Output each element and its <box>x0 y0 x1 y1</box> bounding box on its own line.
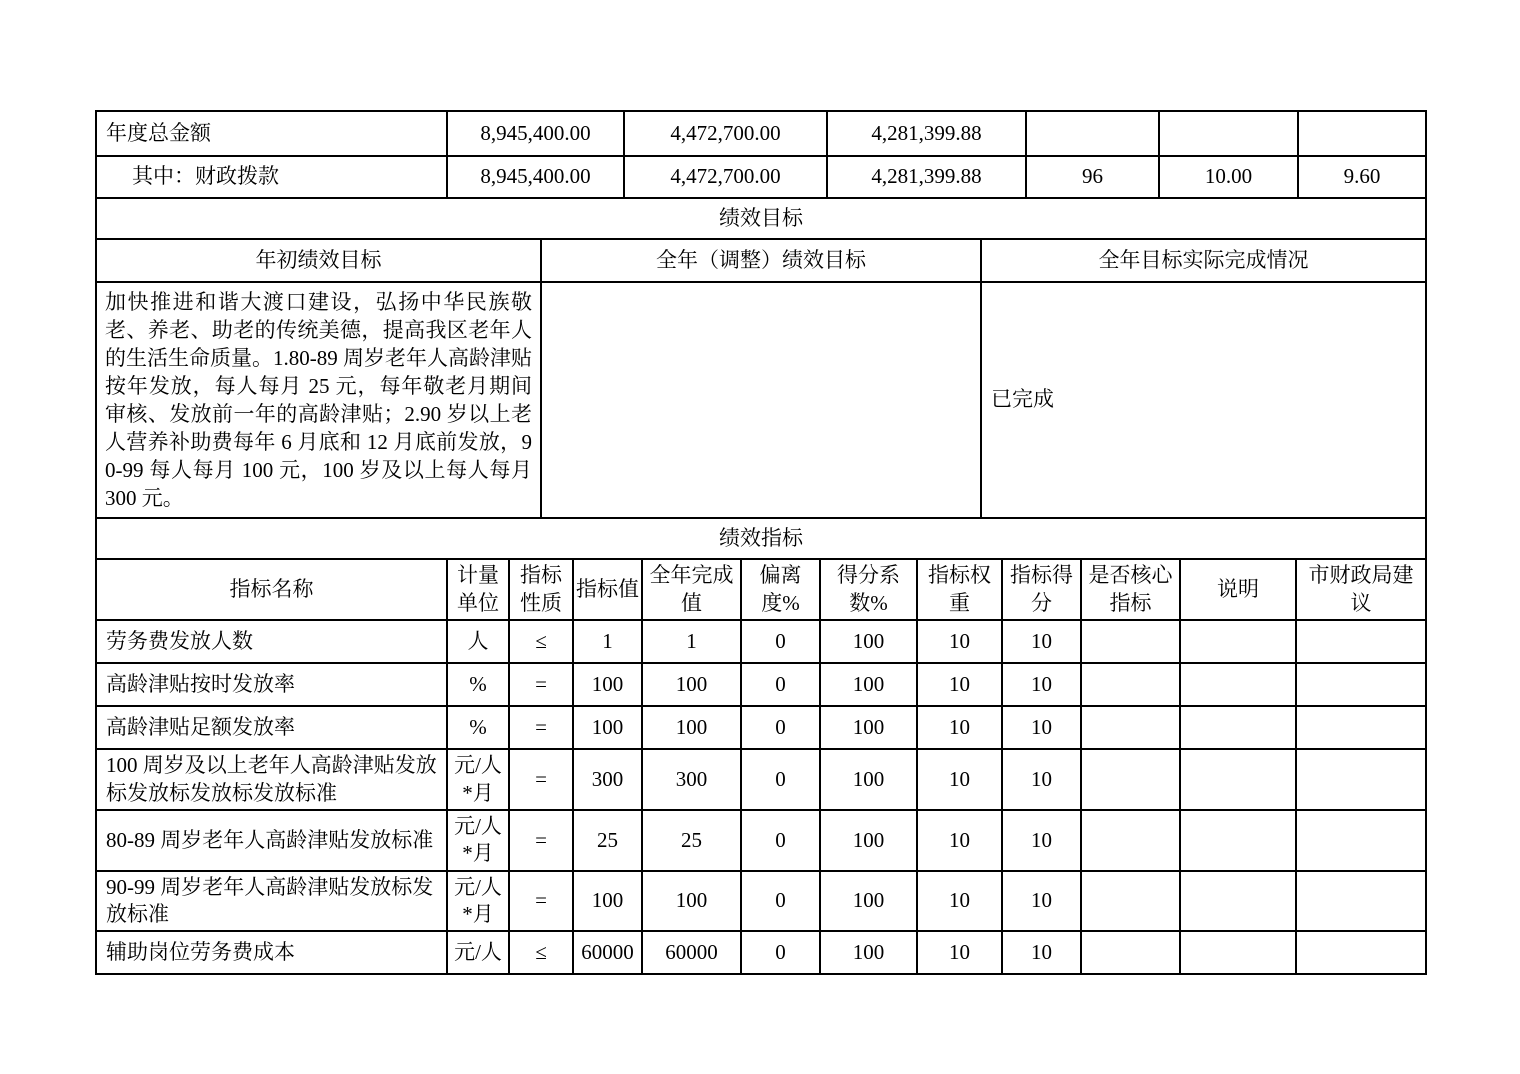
indicator-weight: 10 <box>917 810 1002 871</box>
indicator-completed-value: 100 <box>642 706 741 749</box>
indicator-unit: 元/人*月 <box>447 810 509 871</box>
indicator-target-value: 60000 <box>573 931 642 974</box>
indicator-name: 80-89 周岁老年人高龄津贴发放标准 <box>96 810 447 871</box>
indicator-target-value: 100 <box>573 871 642 932</box>
indicator-name: 高龄津贴按时发放率 <box>96 663 447 706</box>
col-header-completed-value: 全年完成值 <box>642 559 741 620</box>
indicator-deviation: 0 <box>741 931 820 974</box>
indicator-note <box>1180 931 1296 974</box>
annual-total-mid: 4,472,700.00 <box>624 111 827 156</box>
indicator-advice <box>1296 931 1426 974</box>
indicator-deviation: 0 <box>741 810 820 871</box>
indicator-score: 10 <box>1002 749 1081 810</box>
table-row-targets-content <box>96 282 1426 518</box>
indicator-core <box>1081 749 1180 810</box>
indicator-note <box>1180 663 1296 706</box>
table-row-indicator <box>96 749 1426 810</box>
indicator-core <box>1081 620 1180 663</box>
indicator-unit: 元/人*月 <box>447 749 509 810</box>
indicator-core <box>1081 810 1180 871</box>
indicator-nature: = <box>509 871 573 932</box>
indicator-nature: = <box>509 749 573 810</box>
indicator-target-value: 100 <box>573 706 642 749</box>
annual-total-score <box>1298 111 1426 156</box>
col-header-deviation: 偏离度% <box>741 559 820 620</box>
table-row-indicator <box>96 810 1426 871</box>
indicator-note <box>1180 810 1296 871</box>
col-header-nature: 指标性质 <box>509 559 573 620</box>
indicator-name: 100 周岁及以上老年人高龄津贴发放标发放标发放标发放标准 <box>96 749 447 810</box>
annual-total-actual: 4,281,399.88 <box>827 111 1026 156</box>
indicator-nature: ≤ <box>509 931 573 974</box>
table-row-fiscal-allocation <box>96 156 1426 198</box>
table-row-targets-header <box>96 239 1426 282</box>
indicator-completed-value: 100 <box>642 663 741 706</box>
indicator-note <box>1180 706 1296 749</box>
fiscal-allocation-score: 9.60 <box>1298 156 1426 198</box>
col-header-weight: 指标权重 <box>917 559 1002 620</box>
indicator-name: 辅助岗位劳务费成本 <box>96 931 447 974</box>
indicator-weight: 10 <box>917 749 1002 810</box>
indicator-score: 10 <box>1002 706 1081 749</box>
indicator-advice <box>1296 749 1426 810</box>
annual-amount-table <box>95 110 1427 199</box>
annual-total-coeff <box>1026 111 1159 156</box>
performance-indicators-table <box>95 517 1427 975</box>
col-header-score-coefficient: 得分系数% <box>820 559 917 620</box>
indicator-weight: 10 <box>917 931 1002 974</box>
performance-targets-table <box>95 197 1427 519</box>
indicator-note <box>1180 871 1296 932</box>
indicator-score-coefficient: 100 <box>820 620 917 663</box>
indicator-deviation: 0 <box>741 620 820 663</box>
table-row-targets-title <box>96 198 1426 239</box>
indicator-weight: 10 <box>917 663 1002 706</box>
indicator-note <box>1180 620 1296 663</box>
indicator-nature: = <box>509 810 573 871</box>
table-row-indicator <box>96 706 1426 749</box>
col-header-indicator-name: 指标名称 <box>96 559 447 620</box>
col-header-unit: 计量单位 <box>447 559 509 620</box>
indicator-name: 90-99 周岁老年人高龄津贴发放标发放标准 <box>96 871 447 932</box>
col-header-note: 说明 <box>1180 559 1296 620</box>
col-header-core-indicator: 是否核心指标 <box>1081 559 1180 620</box>
annual-total-label: 年度总金额 <box>96 111 447 156</box>
indicator-core <box>1081 706 1180 749</box>
indicator-advice <box>1296 810 1426 871</box>
indicator-completed-value: 60000 <box>642 931 741 974</box>
initial-target-header: 年初绩效目标 <box>96 239 541 282</box>
annual-total-weight <box>1159 111 1298 156</box>
fiscal-allocation-weight: 10.00 <box>1159 156 1298 198</box>
indicator-score: 10 <box>1002 810 1081 871</box>
indicator-score-coefficient: 100 <box>820 663 917 706</box>
fiscal-allocation-label: 其中：财政拨款 <box>96 156 447 198</box>
col-header-score: 指标得分 <box>1002 559 1081 620</box>
indicator-completed-value: 25 <box>642 810 741 871</box>
fiscal-allocation-actual: 4,281,399.88 <box>827 156 1026 198</box>
indicator-core <box>1081 871 1180 932</box>
indicator-advice <box>1296 706 1426 749</box>
indicator-target-value: 300 <box>573 749 642 810</box>
indicator-nature: ≤ <box>509 620 573 663</box>
indicator-core <box>1081 931 1180 974</box>
indicator-weight: 10 <box>917 871 1002 932</box>
indicator-score: 10 <box>1002 931 1081 974</box>
indicator-note <box>1180 749 1296 810</box>
table-row-indicators-title <box>96 518 1426 559</box>
indicator-score-coefficient: 100 <box>820 749 917 810</box>
indicator-nature: = <box>509 663 573 706</box>
indicator-deviation: 0 <box>741 706 820 749</box>
indicator-weight: 10 <box>917 620 1002 663</box>
col-header-target-value: 指标值 <box>573 559 642 620</box>
annual-total-budget: 8,945,400.00 <box>447 111 624 156</box>
actual-completion-text: 已完成 <box>981 282 1426 518</box>
indicator-score-coefficient: 100 <box>820 810 917 871</box>
indicator-target-value: 1 <box>573 620 642 663</box>
table-row-annual-total <box>96 111 1426 156</box>
indicator-completed-value: 300 <box>642 749 741 810</box>
indicator-unit: % <box>447 706 509 749</box>
table-row-indicator <box>96 663 1426 706</box>
indicator-completed-value: 1 <box>642 620 741 663</box>
indicator-core <box>1081 663 1180 706</box>
indicator-target-value: 100 <box>573 663 642 706</box>
indicator-deviation: 0 <box>741 663 820 706</box>
indicator-score: 10 <box>1002 663 1081 706</box>
indicator-unit: 元/人 <box>447 931 509 974</box>
indicator-name: 高龄津贴足额发放率 <box>96 706 447 749</box>
indicator-score-coefficient: 100 <box>820 931 917 974</box>
indicator-completed-value: 100 <box>642 871 741 932</box>
indicator-score-coefficient: 100 <box>820 871 917 932</box>
actual-completion-header: 全年目标实际完成情况 <box>981 239 1426 282</box>
indicator-target-value: 25 <box>573 810 642 871</box>
initial-target-text: 加快推进和谐大渡口建设，弘扬中华民族敬老、养老、助老的传统美德，提高我区老年人的生活生命质量。1.80-89 周岁老年人高龄津贴按年发放，每人每月 25 元，每年敬老月期间审核、发放前一年的高龄津贴；2.90 岁以上老人营养补助费每年 6 月底和 12 月底前发放，90-99 每人每月 100 元，100 岁及以上每人每月 300 元。 <box>96 282 541 518</box>
table-row-indicator <box>96 871 1426 932</box>
indicator-advice <box>1296 620 1426 663</box>
indicator-name: 劳务费发放人数 <box>96 620 447 663</box>
indicator-unit: 元/人*月 <box>447 871 509 932</box>
table-row-indicator <box>96 931 1426 974</box>
indicator-unit: 人 <box>447 620 509 663</box>
indicators-section-title: 绩效指标 <box>96 518 1426 559</box>
indicator-deviation: 0 <box>741 871 820 932</box>
adjusted-target-header: 全年（调整）绩效目标 <box>541 239 981 282</box>
fiscal-allocation-coeff: 96 <box>1026 156 1159 198</box>
fiscal-allocation-mid: 4,472,700.00 <box>624 156 827 198</box>
indicator-weight: 10 <box>917 706 1002 749</box>
indicator-nature: = <box>509 706 573 749</box>
indicator-advice <box>1296 871 1426 932</box>
adjusted-target-text <box>541 282 981 518</box>
indicator-score: 10 <box>1002 871 1081 932</box>
indicator-deviation: 0 <box>741 749 820 810</box>
table-row-indicator <box>96 620 1426 663</box>
indicator-unit: % <box>447 663 509 706</box>
table-row-indicators-header <box>96 559 1426 620</box>
fiscal-allocation-budget: 8,945,400.00 <box>447 156 624 198</box>
indicator-advice <box>1296 663 1426 706</box>
indicator-score-coefficient: 100 <box>820 706 917 749</box>
indicator-score: 10 <box>1002 620 1081 663</box>
targets-section-title: 绩效目标 <box>96 198 1426 239</box>
performance-report-page <box>95 110 1425 975</box>
col-header-finance-bureau-advice: 市财政局建议 <box>1296 559 1426 620</box>
